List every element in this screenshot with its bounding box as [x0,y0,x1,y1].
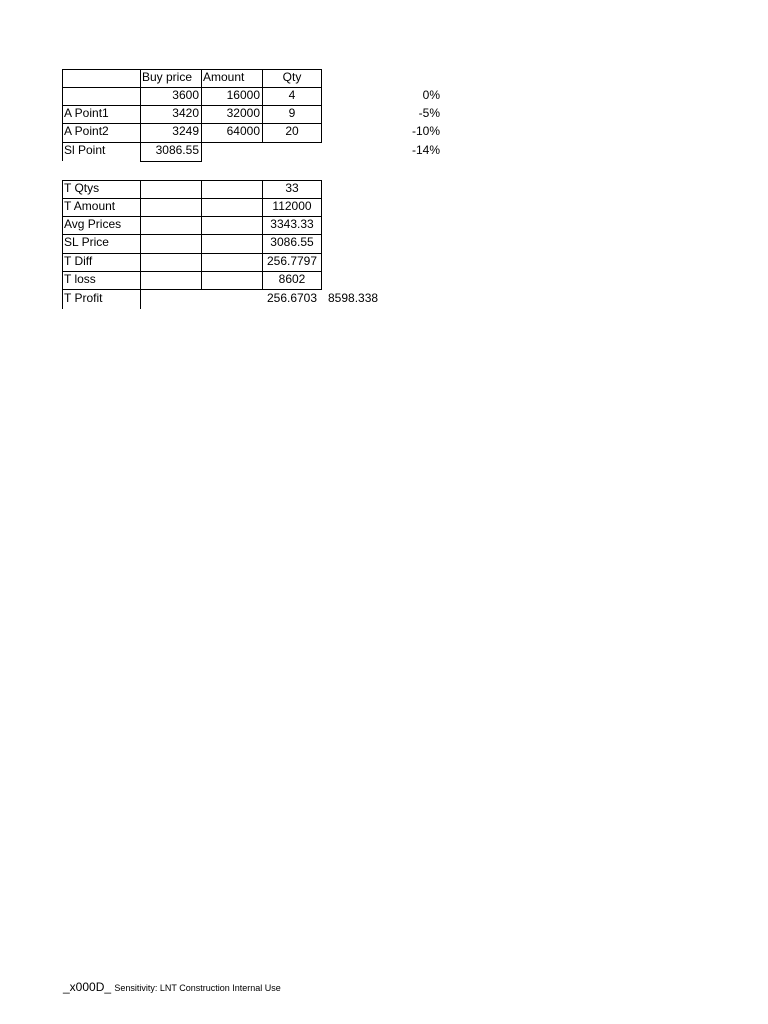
summary-label: T Diff [64,254,93,268]
grid-line [201,180,202,290]
grid-line [321,180,322,290]
sensitivity-label: Sensitivity: LNT Construction Internal Use [114,983,281,993]
row-label: Sl Point [64,143,106,157]
summary-value: 3086.55 [270,235,314,249]
row-label: A Point2 [64,124,109,138]
grid-line [62,123,322,124]
header-amount: Amount [203,70,245,84]
page-footer [63,980,281,994]
summary-label: T loss [64,272,96,286]
grid-line [62,216,322,217]
qty-cell: 20 [285,124,299,138]
buy-price-cell: 3086.55 [155,143,199,157]
grid-line [62,180,322,181]
grid-line [140,161,202,162]
summary-value: 33 [285,181,299,195]
amount-cell: 32000 [226,106,260,120]
grid-line [62,105,322,106]
summary-extra-value: 8598.338 [328,291,379,305]
qty-cell: 9 [288,106,296,120]
summary-label: SL Price [64,235,109,249]
grid-line [321,69,322,143]
qty-cell: 4 [288,88,296,102]
grid-line [62,198,322,199]
percent-cell: -10% [411,124,440,138]
buy-price-cell: 3249 [172,124,199,138]
summary-label: Avg Prices [64,217,122,231]
amount-cell: 16000 [226,88,260,102]
summary-label: T Qtys [64,181,100,195]
grid-line [62,253,322,254]
summary-label: T Amount [64,199,116,213]
grid-line [262,69,263,143]
grid-line [62,289,322,290]
percent-cell: -5% [418,106,440,120]
grid-line [62,69,322,70]
summary-value: 8602 [278,272,306,286]
percent-cell: -14% [411,143,440,157]
summary-label: T Profit [64,291,103,305]
grid-line [140,180,141,309]
footer-code: _x000D_ [63,980,112,994]
header-qty: Qty [282,70,302,84]
summary-value: 112000 [272,199,312,213]
summary-value: 256.6703 [266,291,318,305]
grid-line [140,69,141,161]
grid-line [62,234,322,235]
grid-line [262,180,263,290]
buy-price-cell: 3600 [172,88,199,102]
grid-line [62,142,322,143]
grid-line [62,180,63,309]
grid-line [62,87,322,88]
summary-value: 3343.33 [270,217,314,231]
amount-cell: 64000 [226,124,260,138]
percent-cell: 0% [422,88,440,102]
header-buy-price: Buy price [142,70,193,84]
summary-value: 256.7797 [266,254,318,268]
grid-line [201,69,202,161]
grid-line [62,271,322,272]
row-label [62,87,140,105]
buy-price-cell: 3420 [172,106,199,120]
grid-line [62,69,63,161]
row-label: A Point1 [64,106,109,120]
